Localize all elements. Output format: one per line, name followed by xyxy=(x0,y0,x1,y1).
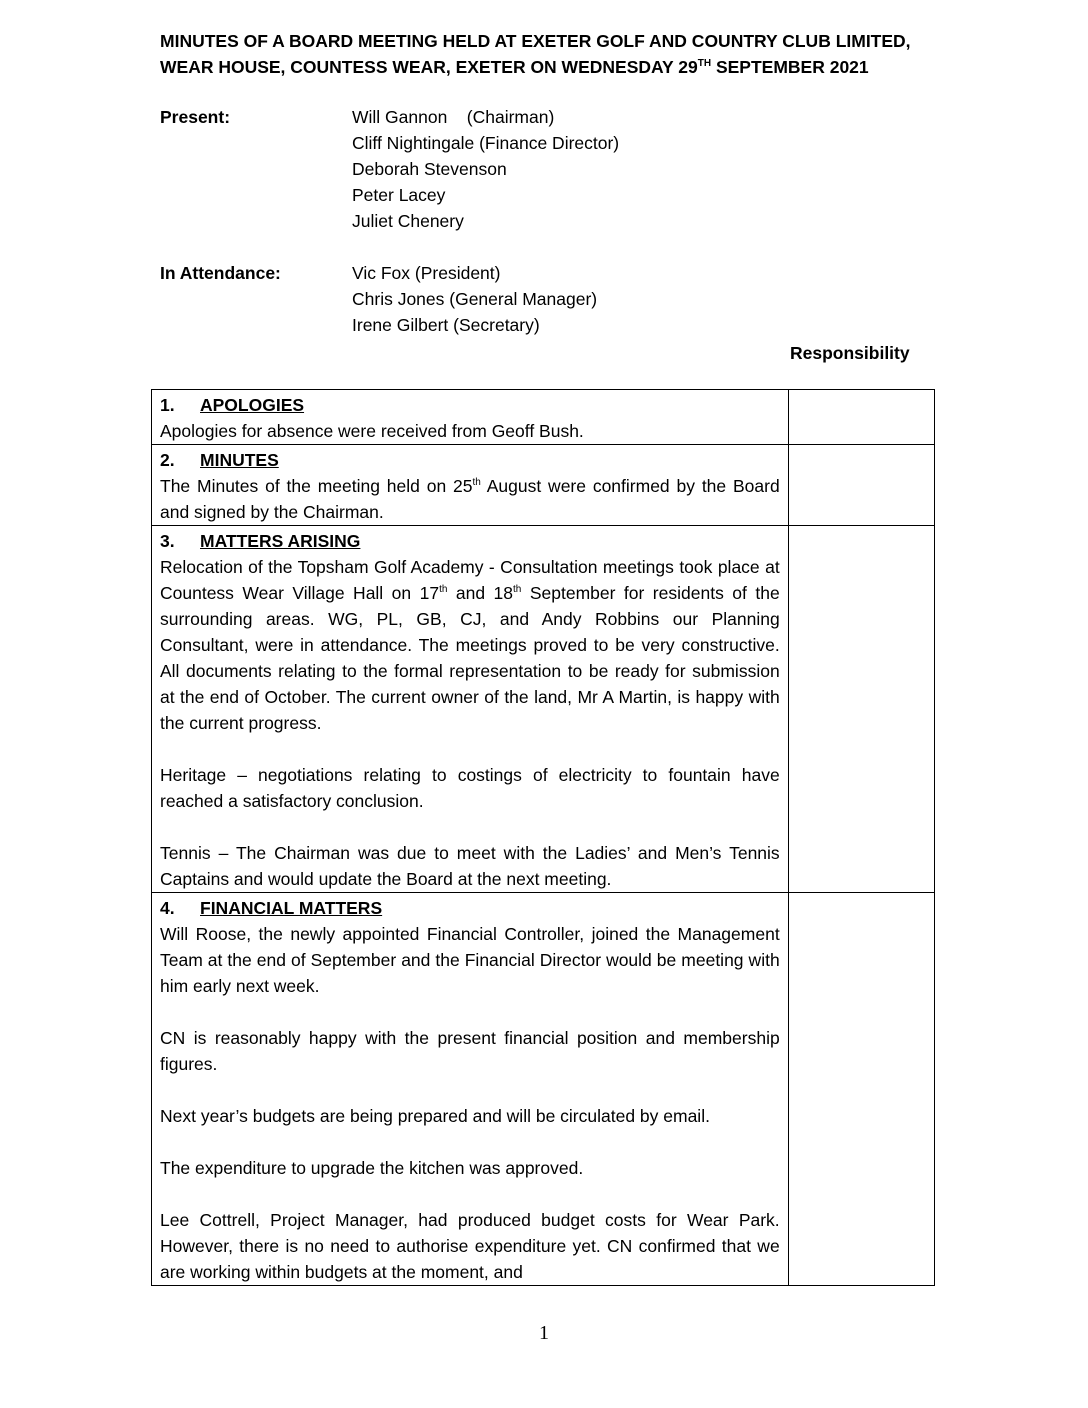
paragraph xyxy=(160,554,780,736)
paragraph: Apologies for absence were received from Geoff Bush. xyxy=(160,421,584,441)
section-title: MATTERS ARISING xyxy=(200,531,361,551)
table-row xyxy=(152,390,935,445)
section-title: FINANCIAL MATTERS xyxy=(200,898,383,918)
section-number: 1. xyxy=(160,395,175,415)
document-title xyxy=(160,28,960,80)
table-row xyxy=(152,445,935,526)
responsibility-cell xyxy=(788,390,934,445)
paragraph: CN is reasonably happy with the present financial position and membership figures. xyxy=(160,1028,780,1074)
section-title: APOLOGIES xyxy=(200,395,305,415)
paragraph: Tennis – The Chairman was due to meet with the Ladies’ and Men’s Tennis Captains and would update the Board at the next meeting. xyxy=(160,843,780,889)
section-number: 2. xyxy=(160,450,175,470)
title-line-2 xyxy=(160,54,960,80)
section-heading xyxy=(160,895,780,921)
paragraph: The expenditure to upgrade the kitchen was approved. xyxy=(160,1158,584,1178)
attendance-name: Chris Jones (General Manager) xyxy=(352,289,598,309)
section-number: 3. xyxy=(160,531,175,551)
title-line-2-date: SEPTEMBER 2021 xyxy=(711,57,869,77)
minutes-table xyxy=(151,389,935,1286)
responsibility-cell xyxy=(788,893,934,1286)
responsibility-cell xyxy=(788,526,934,893)
attendance-label: In Attendance: xyxy=(160,263,281,283)
section-title: MINUTES xyxy=(200,450,279,470)
table-row xyxy=(152,526,935,893)
table-row xyxy=(152,893,935,1286)
page-number: 1 xyxy=(539,1322,549,1344)
present-label: Present: xyxy=(160,107,231,127)
section-apologies xyxy=(152,390,789,445)
section-heading xyxy=(160,447,780,473)
title-line-2-superscript: TH xyxy=(697,58,712,70)
paragraph-superscript: th xyxy=(472,477,481,489)
section-heading xyxy=(160,392,780,418)
section-heading xyxy=(160,528,780,554)
paragraph-text: The Minutes of the meeting held on 25 xyxy=(160,476,473,496)
paragraph: Next year’s budgets are being prepared and will be circulated by email. xyxy=(160,1106,710,1126)
paragraph-text: Relocation of the Topsham Golf Academy - Consultation meetings took place at Countess Wear Village Hall on 17 xyxy=(160,557,780,603)
responsibility-cell xyxy=(788,445,934,526)
attendance-name: Irene Gilbert (Secretary) xyxy=(352,315,540,335)
paragraph xyxy=(160,473,780,525)
attendance-list xyxy=(352,260,752,338)
title-line-1: MINUTES OF A BOARD MEETING HELD AT EXETER GOLF AND COUNTRY CLUB LIMITED, xyxy=(160,31,911,51)
paragraph-superscript: th xyxy=(439,584,448,596)
paragraph-text: September for residents of the surrounding areas. WG, PL, GB, CJ, and Andy Robbins our Planning Consultant, were in attendance. The meetings proved to be very constructive. All documents relating to the formal representation to be ready for submission at the end of October. The current owner of the land, Mr A Martin, is happy with the current progress. xyxy=(160,583,780,733)
present-name: Peter Lacey xyxy=(352,185,446,205)
present-name: Will Gannon (Chairman) xyxy=(352,107,555,127)
title-line-2-text: WEAR HOUSE, COUNTESS WEAR, EXETER ON WEDNESDAY 29 xyxy=(160,57,698,77)
paragraph-text: and 18 xyxy=(447,583,514,603)
paragraph-superscript: th xyxy=(513,584,522,596)
paragraph-text: August were confirmed by the Board and signed by the Chairman. xyxy=(160,476,780,522)
responsibility-header: Responsibility xyxy=(790,343,910,363)
section-financial-matters xyxy=(152,893,789,1286)
paragraph: Will Roose, the newly appointed Financial Controller, joined the Management Team at the end of September and the Financial Director would be meeting with him early next week. xyxy=(160,924,780,996)
present-name: Juliet Chenery xyxy=(352,211,464,231)
present-name: Deborah Stevenson xyxy=(352,159,507,179)
section-minutes xyxy=(152,445,789,526)
present-name: Cliff Nightingale (Finance Director) xyxy=(352,133,620,153)
present-list xyxy=(352,104,752,234)
paragraph: Lee Cottrell, Project Manager, had produced budget costs for Wear Park. However, there is no need to authorise expenditure yet. CN confirmed that we are working within budgets at the moment, and xyxy=(160,1210,780,1282)
paragraph: Heritage – negotiations relating to costings of electricity to fountain have reached a satisfactory conclusion. xyxy=(160,765,780,811)
section-matters-arising xyxy=(152,526,789,893)
attendance-name: Vic Fox (President) xyxy=(352,263,501,283)
section-number: 4. xyxy=(160,898,175,918)
